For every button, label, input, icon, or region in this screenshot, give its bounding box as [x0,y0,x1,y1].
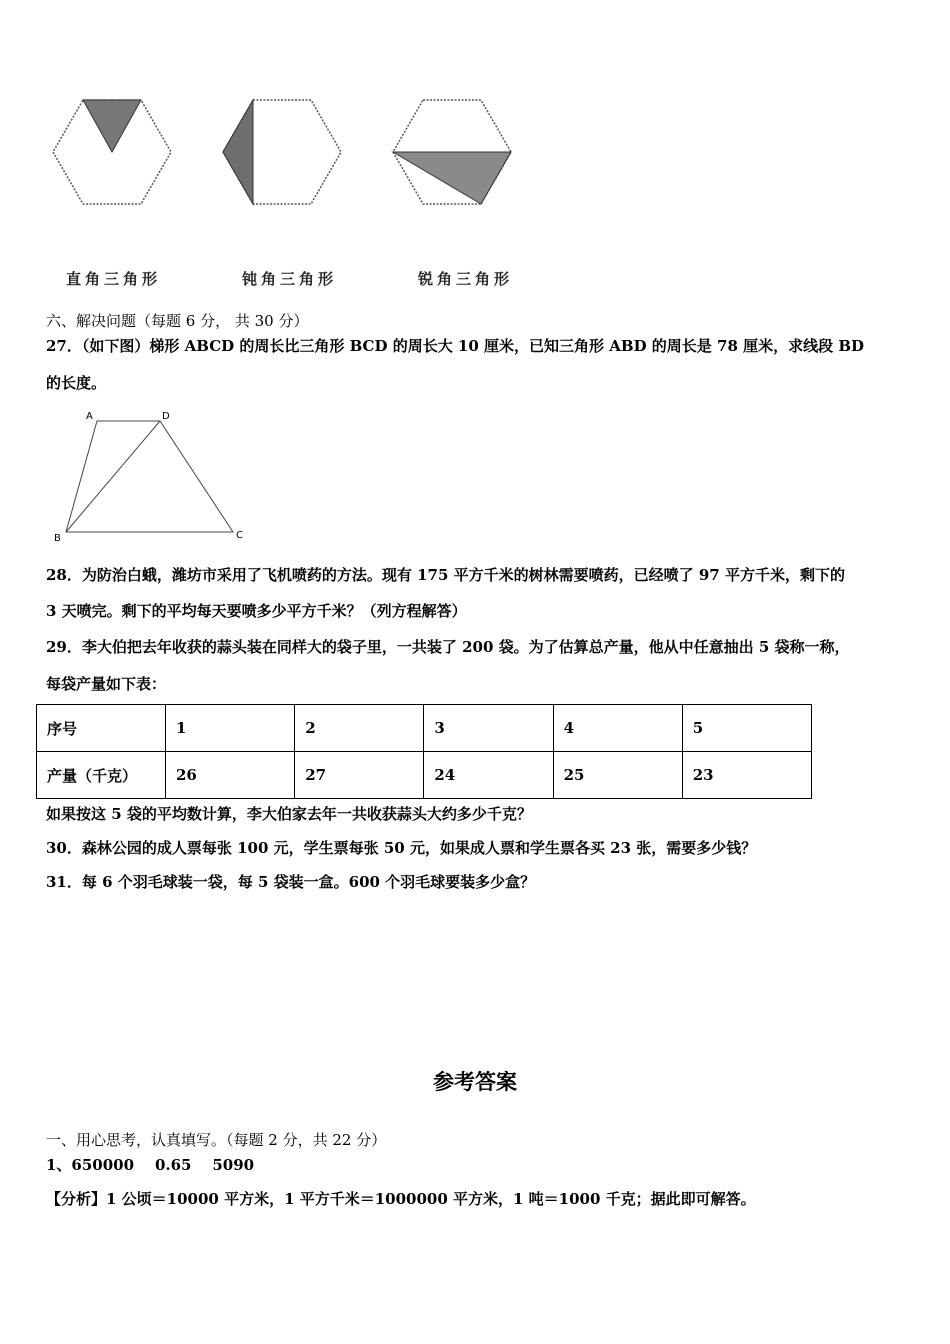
label-c: C [236,530,243,541]
q27-text-line2: 的长度。 [46,374,107,392]
table-cell: 24 [424,752,553,799]
label-b: B [54,533,61,544]
q28-text-line2: 3 天喷完。剩下的平均每天要喷多少平方千米？（列方程解答） [46,602,467,620]
answer-1: 1、650000 0.65 5090 [46,1156,255,1174]
table-cell: 2 [295,705,424,752]
table-header-cell: 产量（千克） [37,752,166,799]
table-cell: 1 [166,705,295,752]
section6-heading: 六、解决问题（每题 6 分， 共 30 分） [46,312,309,330]
q31-text: 31．每 6 个羽毛球装一袋，每 5 袋装一盒。600 个羽毛球要装多少盒？ [46,873,536,891]
answer-1-analysis: 【分析】1 公顷＝10000 平方米，1 平方千米＝1000000 平方米，1 吨＝1000 千克；据此即可解答。 [46,1190,756,1208]
q29-text-line2: 每袋产量如下表： [46,675,167,693]
caption-right-triangle: 直角三角形 [66,270,162,288]
answers-title: 参考答案 [433,1070,517,1094]
hexagon-obtuse-triangle-figure [220,95,345,210]
q29-followup: 如果按这 5 袋的平均数计算，李大伯家去年一共收获蒜头大约多少千克？ [46,805,532,823]
table-header-cell: 序号 [37,705,166,752]
table-cell: 3 [424,705,553,752]
table-cell: 26 [166,752,295,799]
table-row [37,705,812,752]
table-cell: 25 [553,752,682,799]
hexagon-right-triangle-figure [50,95,175,210]
label-a: A [86,411,93,422]
answers-section1-heading: 一、用心思考，认真填写。（每题 2 分，共 22 分） [46,1131,387,1149]
q29-text-line1: 29．李大伯把去年收获的蒜头装在同样大的袋子里，一共装了 200 袋。为了估算总产量，他从中任意抽出 5 袋称一称， [46,638,850,656]
q30-text: 30．森林公园的成人票每张 100 元，学生票每张 50 元，如果成人票和学生票各买 23 张，需要多少钱？ [46,839,757,857]
hexagon-acute-triangle-figure [390,95,515,210]
caption-acute-triangle: 锐角三角形 [418,270,514,288]
caption-obtuse-triangle: 钝角三角形 [242,270,338,288]
q28-text-line1: 28．为防治白蛾，潍坊市采用了飞机喷药的方法。现有 175 平方千米的树林需要喷药，已经喷了 97 平方千米，剩下的 [46,566,845,584]
label-d: D [162,411,170,422]
table-row [37,752,812,799]
q27-text-line1: 27．（如下图）梯形 ABCD 的周长比三角形 BCD 的周长大 10 厘米，已知三角形 ABD 的周长是 78 厘米，求线段 BD [46,337,865,355]
table-cell: 5 [682,705,811,752]
table-cell: 23 [682,752,811,799]
trapezoid-abcd-diagram [50,405,250,545]
yield-table [36,704,812,799]
table-cell: 4 [553,705,682,752]
table-cell: 27 [295,752,424,799]
